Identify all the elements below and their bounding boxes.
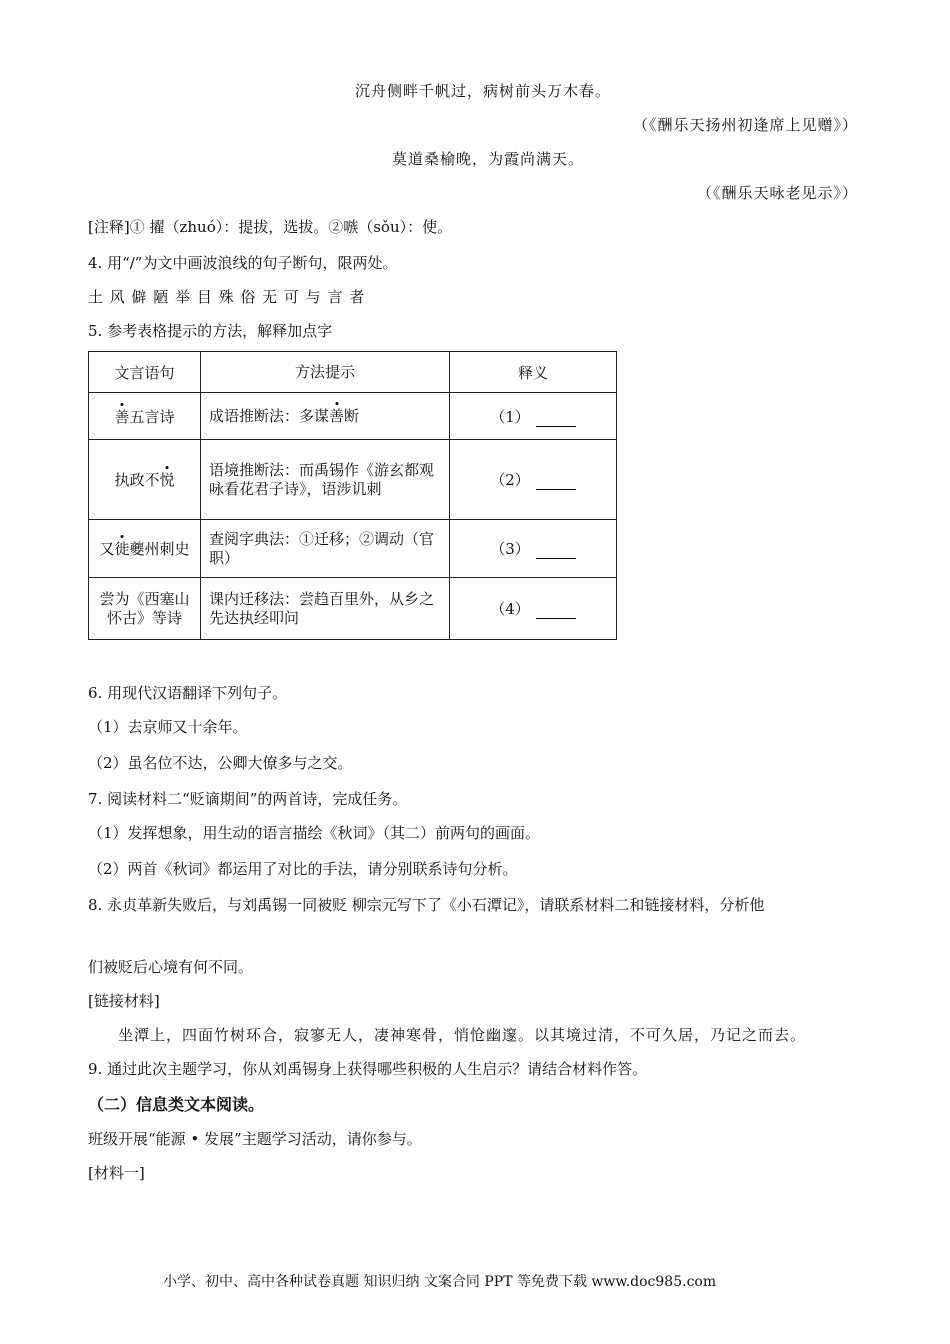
question-8-line-2: 们被贬后心境有何不同。 xyxy=(88,958,254,976)
row-phrase xyxy=(89,520,201,578)
hint-text: 成语推断法：多谋 xyxy=(209,406,330,425)
question-7-item-2: （2）两首《秋词》都运用了对比的手法，请分别联系诗句分析。 xyxy=(88,860,518,878)
header-method: 方法提示 xyxy=(201,352,450,393)
question-6-title: 6. 用现代汉语翻译下列句子。 xyxy=(88,684,288,702)
row-phrase xyxy=(89,393,201,440)
header-phrase: 文言语句 xyxy=(89,352,201,393)
section-2-intro: 班级开展“能源 • 发展”主题学习活动，请你参与。 xyxy=(88,1130,422,1148)
question-4-title: 4. 用“/”为文中画波浪线的句子断句，限两处。 xyxy=(88,254,398,272)
question-5-title: 5. 参考表格提示的方法，解释加点字 xyxy=(88,322,333,340)
row-answer xyxy=(450,520,617,578)
row-hint xyxy=(201,393,450,440)
question-4-sentence: 土 风 僻 陋 举 目 殊 俗 无 可 与 言 者 xyxy=(88,288,366,306)
poem-source-2: （《酬乐天咏老见示》） xyxy=(696,184,858,202)
question-6-item-1: （1）去京师又十余年。 xyxy=(88,718,248,736)
answer-blank[interactable] xyxy=(536,544,576,559)
link-material-label: [链接材料] xyxy=(88,992,160,1010)
answer-blank[interactable] xyxy=(536,412,576,427)
question-5-table xyxy=(88,351,617,640)
answer-label: （4） xyxy=(490,600,530,618)
page-footer: 小学、初中、高中各种试卷真题 知识归纳 文案合同 PPT 等免费下载 www.doc985.com xyxy=(163,1274,717,1290)
section-2-heading: （二）信息类文本阅读。 xyxy=(88,1095,265,1114)
question-9: 9. 通过此次主题学习，你从刘禹锡身上获得哪些积极的人生启示？请结合材料作答。 xyxy=(88,1060,648,1078)
link-material-text: 坐潭上，四面竹树环合，寂寥无人，凄神寒骨，悄怆幽邃。以其境过清，不可久居，乃记之而去。 xyxy=(118,1026,807,1044)
header-meaning: 释义 xyxy=(450,352,617,393)
question-6-item-2: （2）虽名位不达，公卿大僚多与之交。 xyxy=(88,754,353,772)
row-hint: 课内迁移法：尝趋百里外，从乡之先达执经叩问 xyxy=(201,578,450,640)
question-7-title: 7. 阅读材料二“贬谪期间”的两首诗，完成任务。 xyxy=(88,790,408,808)
dotted-char: 徙 xyxy=(114,540,130,558)
row-answer xyxy=(450,578,617,640)
row-hint: 查阅字典法：①迁移；②调动（官职） xyxy=(201,520,450,578)
row-phrase: 尝为《西塞山怀古》等诗 xyxy=(89,578,201,640)
question-8-line-1: 8. 永贞革新失败后，与刘禹锡一同被贬 柳宗元写下了《小石潭记》，请联系材料二和链接材料，分析他 xyxy=(88,896,765,914)
phrase-rest: 夔州刺史 xyxy=(129,540,190,558)
phrase-rest: 五言诗 xyxy=(129,407,175,426)
hint-text-end: 断 xyxy=(344,406,360,425)
material-1-label: [材料一] xyxy=(88,1164,145,1182)
row-answer xyxy=(450,440,617,520)
row-answer xyxy=(450,393,617,440)
answer-blank[interactable] xyxy=(536,604,576,619)
answer-label: （3） xyxy=(490,540,530,558)
poem-source-1: （《酬乐天扬州初逢席上见赠》） xyxy=(632,116,858,134)
phrase-start: 又 xyxy=(99,540,115,558)
annotation-note: [注释]① 擢（zhuó）：提拔，选拔。②嗾（sǒu）：使。 xyxy=(88,218,453,236)
dotted-char: 善 xyxy=(114,407,130,426)
question-7-item-1: （1）发挥想象，用生动的语言描绘《秋词》（其二）前两句的画面。 xyxy=(88,824,541,842)
dotted-char: 善 xyxy=(329,406,345,425)
phrase-start: 执政不 xyxy=(114,471,160,489)
answer-blank[interactable] xyxy=(536,475,576,490)
row-phrase xyxy=(89,440,201,520)
table-header-row xyxy=(89,352,617,393)
table-row xyxy=(89,520,617,578)
dotted-char: 悦 xyxy=(159,471,175,489)
poem-line-2: 莫道桑榆晚，为霞尚满天。 xyxy=(392,150,585,168)
poem-line-1: 沉舟侧畔千帆过，病树前头万木春。 xyxy=(355,82,612,100)
table-row xyxy=(89,578,617,640)
answer-label: （1） xyxy=(490,407,530,426)
answer-label: （2） xyxy=(490,471,530,489)
table-row xyxy=(89,393,617,440)
row-hint: 语境推断法：而禹锡作《游玄都观咏看花君子诗》，语涉讥刺 xyxy=(201,440,450,520)
table-row xyxy=(89,440,617,520)
